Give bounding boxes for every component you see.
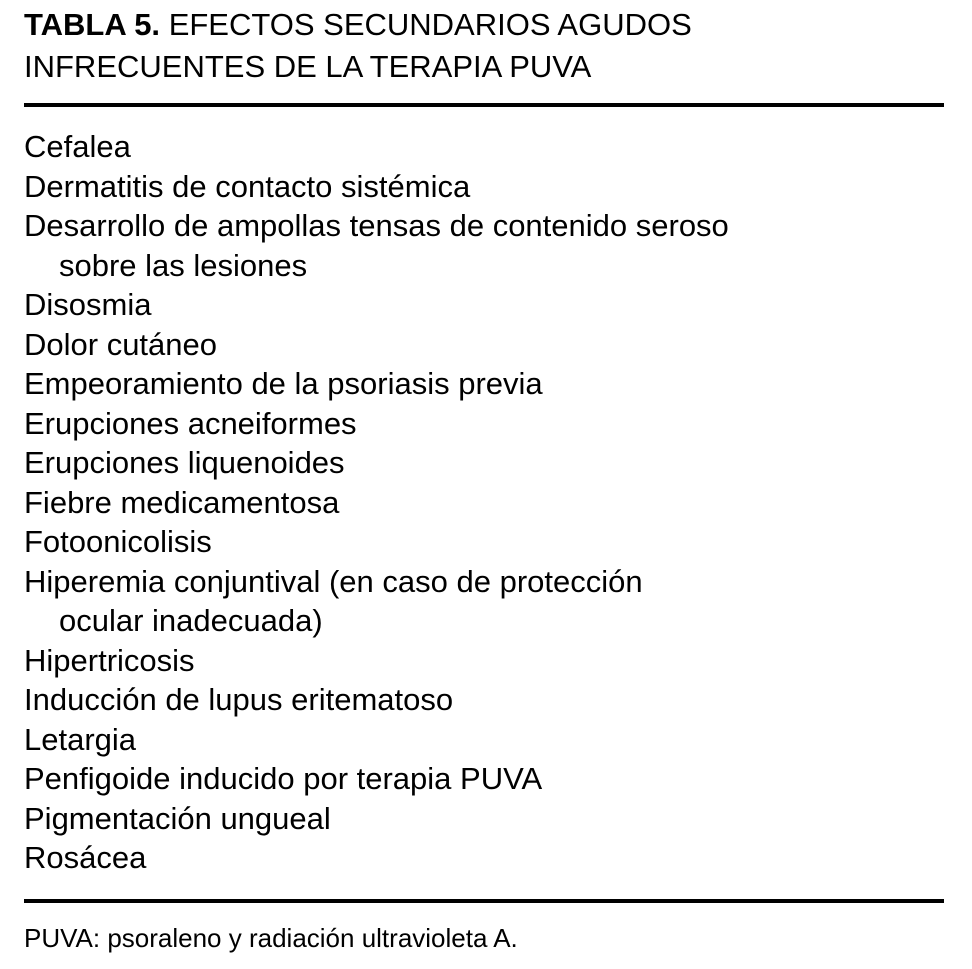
list-item-text: Hipertricosis	[24, 642, 195, 678]
list-item	[24, 127, 944, 167]
list-item	[24, 680, 944, 720]
list-item	[24, 799, 944, 839]
table-title-line-2: INFRECUENTES DE LA TERAPIA PUVA	[24, 49, 592, 84]
list-item	[24, 364, 944, 404]
list-item-text: Cefalea	[24, 129, 131, 164]
list-item-text: Empeoramiento de la psoriasis previa	[24, 366, 543, 401]
list-item-text: Rosácea	[24, 840, 147, 875]
table-footnote: PUVA: psoraleno y radiación ultravioleta A.	[24, 923, 518, 953]
table-figure	[24, 0, 944, 969]
list-item	[24, 167, 944, 207]
list-item-text: Desarrollo de ampollas tensas de contenido seroso	[24, 208, 729, 243]
table-label: TABLA 5.	[24, 7, 161, 42]
table-title-line-1: EFECTOS SECUNDARIOS AGUDOS	[168, 7, 692, 42]
list-item	[24, 641, 944, 681]
list-item-text: Erupciones acneiformes	[24, 405, 357, 441]
list-item	[24, 285, 944, 325]
list-item	[24, 206, 944, 285]
list-item-text: Fiebre medicamentosa	[24, 484, 340, 520]
list-item-text: Dolor cutáneo	[24, 326, 218, 362]
list-item-text: Fotoonicolisis	[24, 524, 212, 559]
list-item	[24, 404, 944, 444]
table-title	[24, 4, 944, 88]
list-item-continuation: ocular inadecuada)	[59, 603, 323, 638]
list-item-text: Letargia	[24, 721, 137, 757]
list-item-text: Penfigoide inducido por terapia PUVA	[24, 761, 543, 796]
list-item-text: Disosmia	[24, 287, 152, 322]
list-item-text: Erupciones liquenoides	[24, 445, 345, 480]
list-item	[24, 720, 944, 760]
list-item	[24, 325, 944, 365]
list-item	[24, 483, 944, 523]
list-item	[24, 443, 944, 483]
top-rule	[24, 103, 944, 107]
list-item-text: Pigmentación ungueal	[24, 800, 331, 836]
list-item-text: Dermatitis de contacto sistémica	[24, 168, 471, 204]
list-item-continuation: sobre las lesiones	[59, 247, 308, 283]
list-item-text: Hiperemia conjuntival (en caso de protección	[24, 563, 643, 599]
side-effects-list	[24, 127, 944, 878]
list-item	[24, 562, 944, 641]
bottom-rule	[24, 899, 944, 903]
list-item	[24, 759, 944, 799]
list-item-text: Inducción de lupus eritematoso	[24, 682, 454, 717]
list-item	[24, 838, 944, 878]
list-item	[24, 522, 944, 562]
